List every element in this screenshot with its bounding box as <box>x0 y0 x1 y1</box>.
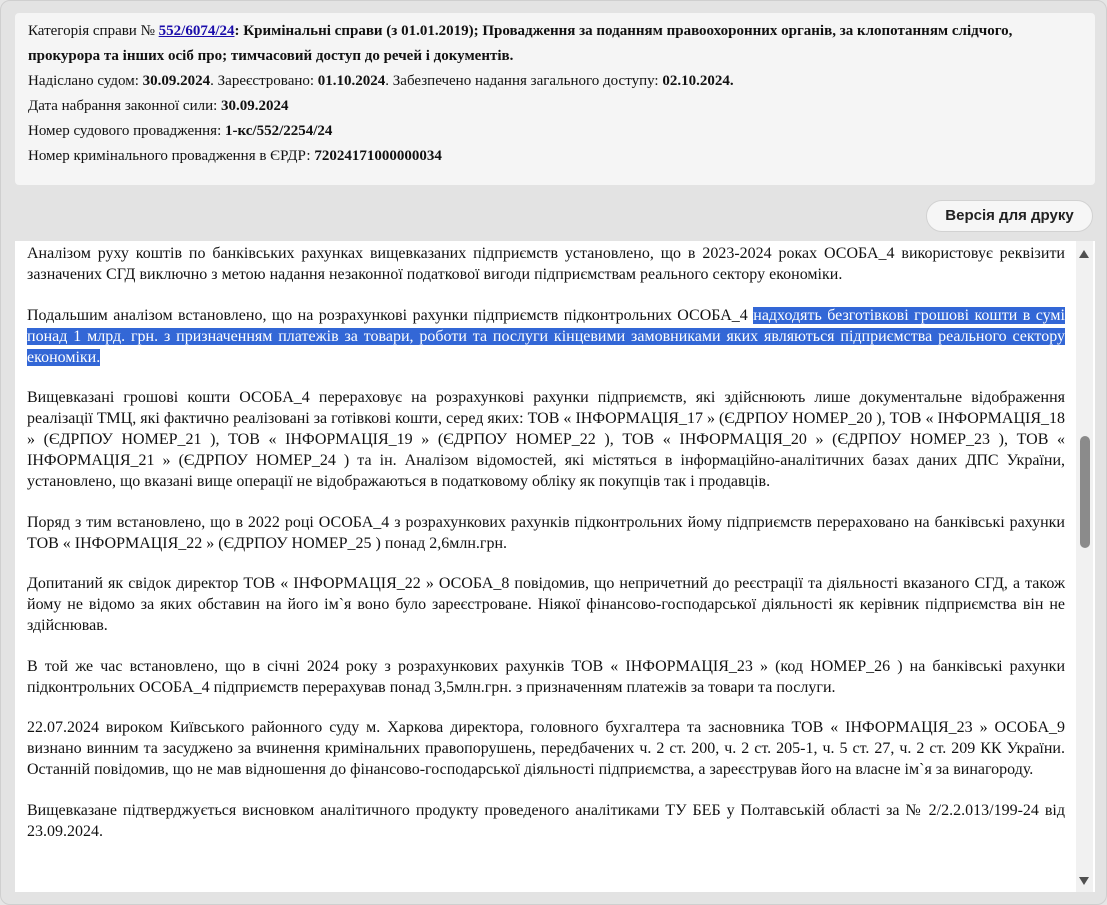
registered-label: . Зареєстровано: <box>210 73 318 89</box>
case-number-link[interactable]: 552/6074/24 <box>158 23 235 39</box>
effective-date-line <box>28 94 289 119</box>
registered-date: 01.10.2024 <box>317 73 386 89</box>
court-proceeding-line <box>28 119 332 144</box>
sent-date: 30.09.2024 <box>142 73 211 89</box>
paragraph: Поряд з тим встановлено, що в 2022 році ОСОБА_4 з розрахункових рахунків підконтрольних йому підприємств перераховано на банківські рахунки ТОВ « ІНФОРМАЦІЯ_22 » (ЄДРПОУ НОМЕР_25 ) понад 2,6млн.грн. <box>27 513 1065 552</box>
paragraph: Вищевказане підтверджується висновком аналітичного продукту проведеного аналітиками ТУ БЕБ у Полтавській області за № 2/2.2.013/199-24 від 23.09.2024. <box>27 801 1065 840</box>
access-label: . Забезпечено надання загального доступу: <box>385 73 663 89</box>
case-category <box>28 19 1088 69</box>
paragraph: Аналізом руху коштів по банківських рахунках вищевказаних підприємств установлено, що в 2023-2024 роках ОСОБА_4 використовує реквізити зазначених СГД виключно з метою надання незаконної податкової вигоди підприємствам реального сектору економіки. <box>27 245 1065 283</box>
erdr-line <box>28 144 442 169</box>
paragraph: 22.07.2024 вироком Київського районного суду м. Харкова директора, головного бухгалтера та засновника ТОВ « ІНФОРМАЦІЯ_23 » ОСОБА_9 визнано винним та засуджено за вчинення кримінальних правопорушень, передбачених ч. 2 ст. 200, ч. 2 ст. 205-1, ч. 5 ст. 27, ч. 2 ст. 209 КК України. Останній повідомив, що не мав відношення до фінансово-господарської діяльності підприємства, а зареєстрував його на власне ім`я за винагороду. <box>27 719 1065 778</box>
effective-date: 30.09.2024 <box>221 98 289 114</box>
scrollbar-thumb[interactable] <box>1080 436 1090 548</box>
effective-label: Дата набрання законної сили: <box>28 98 222 114</box>
court-proceeding-number: 1-кс/552/2254/24 <box>225 123 333 139</box>
case-metadata-panel <box>15 13 1095 185</box>
scroll-down-arrow-icon[interactable] <box>1079 877 1089 885</box>
document-text <box>27 243 1065 861</box>
access-suffix: . <box>729 73 734 89</box>
paragraph-highlighted <box>27 305 1065 368</box>
court-proceeding-label: Номер судового провадження: <box>28 123 225 139</box>
dates-line <box>28 69 734 94</box>
scroll-up-arrow-icon[interactable] <box>1079 250 1089 258</box>
print-version-button[interactable]: Версія для друку <box>926 200 1093 232</box>
selected-text: надходять безготівкові грошові кошти в сумі понад 1 млрд. грн. з призначенням платежів за товари, роботи та послуги кінцевими замовниками яких являються підприємства реального сектору економіки. <box>27 306 1066 366</box>
document-text-area[interactable] <box>15 241 1095 892</box>
paragraph-text: Подальшим аналізом встановлено, що на розрахункові рахунки підприємств підконтрольних ОСОБА_4 <box>27 306 754 324</box>
erdr-label: Номер кримінального провадження в ЄРДР: <box>28 148 315 164</box>
category-text: : Кримінальні справи (з 01.01.2019); Провадження за поданням правоохоронних органів, за клопотанням слідчого, прокурора та інших осіб про; тимчасовий доступ до речей і документів. <box>28 23 1013 64</box>
category-prefix: Категорія справи № <box>28 23 159 39</box>
paragraph: В той же час встановлено, що в січні 2024 року з розрахункових рахунків ТОВ « ІНФОРМАЦІЯ_23 » (код НОМЕР_26 ) на банківські рахунки підконтрольних ОСОБА_4 підприємств перерахував понад 3,5млн.грн. з призначенням платежів за товари та послуги. <box>27 657 1065 696</box>
access-date: 02.10.2024 <box>662 73 730 89</box>
erdr-number: 72024171000000034 <box>314 148 442 164</box>
paragraph: Допитаний як свідок директор ТОВ « ІНФОРМАЦІЯ_22 » ОСОБА_8 повідомив, що непричетний до реєстрації та діяльності вказаного СГД, а також йому не відомо за яких обставин на його ім`я воно було зареєстроване. Ніякої фінансово-господарської діяльності як керівник підприємства він не здійснював. <box>27 575 1065 634</box>
sent-label: Надіслано судом: <box>28 73 143 89</box>
paragraph: Вищевказані грошові кошти ОСОБА_4 перераховує на розрахункові рахунки підприємств, які здійснюють лише документальне відображення реалізації ТМЦ, які фактично реалізовані за готівкові кошти, серед яких: ТОВ « ІНФОРМАЦІЯ_17 » (ЄДРПОУ НОМЕР_20 ), ТОВ « ІНФОРМАЦІЯ_18 » (ЄДРПОУ НОМЕР_21 ), ТОВ « ІНФОРМАЦІЯ_19 » (ЄДРПОУ НОМЕР_22 ), ТОВ « ІНФОРМАЦІЯ_20 » (ЄДРПОУ НОМЕР_23 ), ТОВ « ІНФОРМАЦІЯ_21 » (ЄДРПОУ НОМЕР_24 ) та ін. Аналізом відомостей, які містяться в інформаційно-аналітичних базах даних ДПС України, установлено, що вказані вище операції не відображаються в податковому обліку як покупців так і продавців. <box>27 389 1065 490</box>
vertical-scrollbar[interactable] <box>1076 241 1093 892</box>
